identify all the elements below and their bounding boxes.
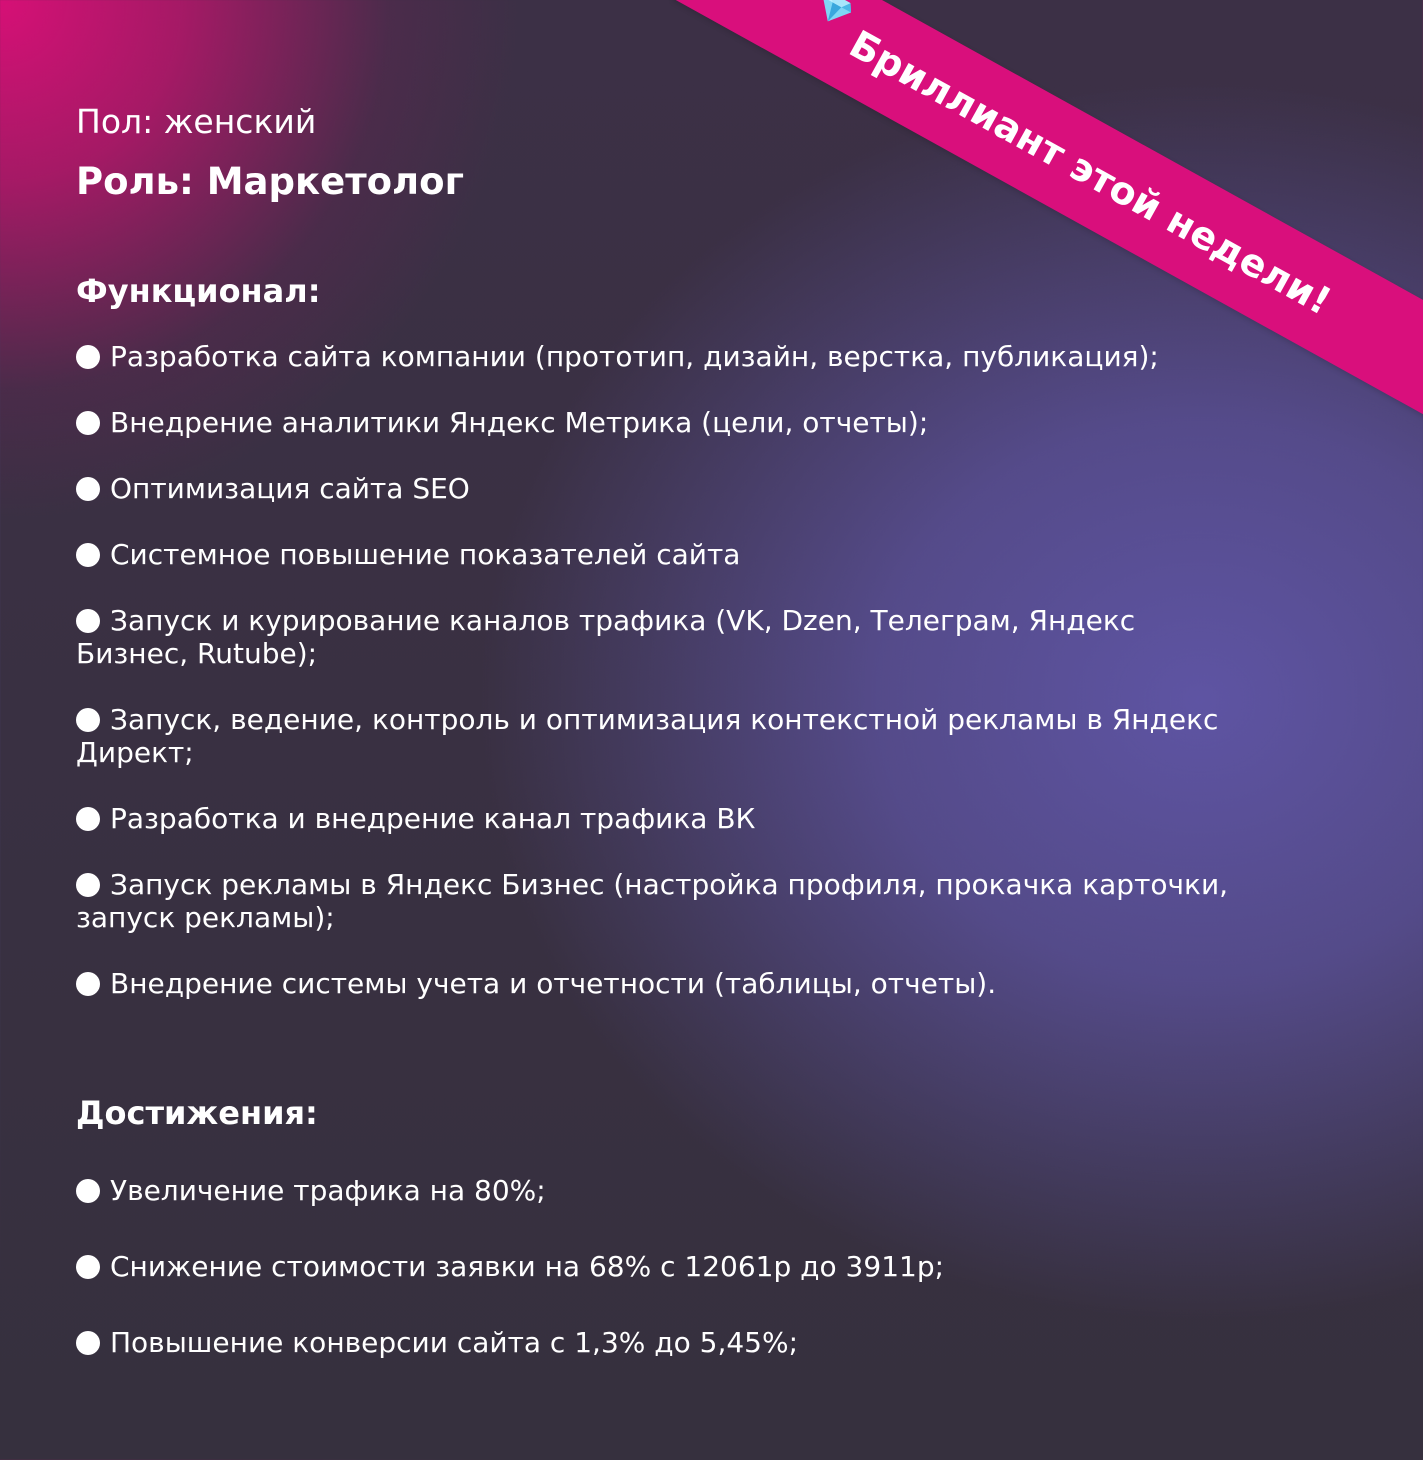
gem-icon: [813, 0, 857, 31]
list-item: [76, 802, 1236, 835]
list-item: [76, 1326, 1236, 1359]
list-item: [76, 538, 1236, 571]
list-item: [76, 967, 1236, 1000]
list-item: [76, 406, 1236, 439]
bullet-icon: [76, 1255, 100, 1279]
bullet-icon: [76, 609, 100, 633]
role-title: Роль: Маркетолог: [76, 160, 464, 203]
list-item-text: Системное повышение показателей сайта: [110, 538, 741, 571]
achievements-list: [76, 1174, 1236, 1402]
list-item-text: Запуск, ведение, контроль и оптимизация контекстной рекламы в Яндекс Директ;: [76, 703, 1219, 769]
list-item-text: Внедрение аналитики Яндекс Метрика (цели, отчеты);: [110, 406, 929, 439]
list-item-text: Оптимизация сайта SEO: [110, 472, 470, 505]
functional-heading: Функционал:: [76, 272, 321, 310]
list-item: [76, 1250, 1236, 1283]
bullet-icon: [76, 1179, 100, 1203]
bullet-icon: [76, 708, 100, 732]
bullet-icon: [76, 807, 100, 831]
list-item-text: Повышение конверсии сайта с 1,3% до 5,45%;: [110, 1326, 799, 1359]
banner-title: Бриллиант этой недели!: [842, 21, 1339, 324]
list-item: [76, 703, 1236, 769]
list-item-text: Запуск и курирование каналов трафика (VK, Dzen, Телеграм, Яндекс Бизнес, Rutube);: [76, 604, 1136, 670]
list-item-text: Снижение стоимости заявки на 68% с 12061р до 3911р;: [110, 1250, 945, 1283]
list-item: [76, 472, 1236, 505]
list-item: [76, 340, 1236, 373]
list-item: [76, 604, 1236, 670]
achievements-heading: Достижения:: [76, 1094, 318, 1132]
bullet-icon: [76, 873, 100, 897]
bullet-icon: [76, 1331, 100, 1355]
list-item-text: Разработка и внедрение канал трафика ВК: [110, 802, 756, 835]
functional-list: [76, 340, 1236, 1033]
gender-label: Пол: женский: [76, 102, 317, 141]
list-item-text: Разработка сайта компании (прототип, дизайн, верстка, публикация);: [110, 340, 1159, 373]
bullet-icon: [76, 972, 100, 996]
list-item-text: Увеличение трафика на 80%;: [110, 1174, 546, 1207]
bullet-icon: [76, 543, 100, 567]
list-item-text: Запуск рекламы в Яндекс Бизнес (настройка профиля, прокачка карточки, запуск рекламы);: [76, 868, 1229, 934]
list-item-text: Внедрение системы учета и отчетности (таблицы, отчеты).: [110, 967, 997, 1000]
list-item: [76, 1174, 1236, 1207]
bullet-icon: [76, 345, 100, 369]
list-item: [76, 868, 1236, 934]
bullet-icon: [76, 477, 100, 501]
bullet-icon: [76, 411, 100, 435]
